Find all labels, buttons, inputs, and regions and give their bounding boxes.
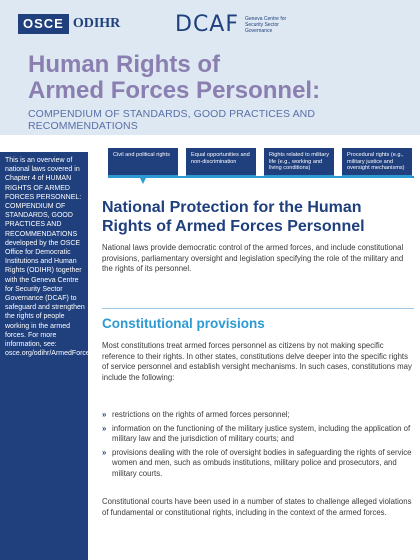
bullet-marker: »	[102, 410, 107, 419]
provisions-list	[102, 410, 412, 483]
document-subtitle: COMPENDIUM OF STANDARDS, GOOD PRACTICES AND RECOMMENDATIONS	[28, 108, 316, 132]
bullet-marker: »	[102, 447, 107, 457]
dcaf-wordmark: DCAF	[175, 12, 240, 37]
section-divider	[102, 308, 414, 309]
list-item	[102, 448, 412, 480]
intro-paragraph: National laws provide democratic control of the armed forces, and include constitutional provisions, parliamentary oversight and legislation specifying the role of the military and the rights of its personnel.	[102, 243, 404, 274]
bullet-marker: »	[102, 423, 107, 433]
title-line-1: Human Rights of	[28, 51, 220, 78]
tab-military-life-rights: Rights related to military life (e.g., working and living conditions)	[264, 148, 334, 178]
tab-civil-political-rights: Civil and political rights	[108, 148, 178, 178]
tab-procedural-rights: Procedural rights (e.g., military justice and oversight mechanisms)	[342, 148, 412, 178]
constitutional-courts-paragraph: Constitutional courts have been used in a number of states to challenge alleged violations of fundamental or constitutional rights, including in the context of the armed forces.	[102, 497, 412, 517]
list-item-text: restrictions on the rights of armed forces personnel;	[112, 410, 290, 419]
tab-marker-active	[140, 178, 146, 184]
osce-logo: OSCE	[18, 14, 69, 34]
list-item	[102, 424, 412, 445]
tab-equal-opportunities: Equal opportunities and non-discrimination	[186, 148, 256, 178]
constitutions-paragraph: Most constitutions treat armed forces personnel as citizens by not making specific reference to their rights. In other states, constitutions delve deeper into the specific rights of service personnel and establish versight mechanisms. In such cases, constitutions may include the following:	[102, 341, 412, 382]
list-item-text: provisions dealing with the role of oversight bodies in safeguarding the rights of service women and men, such as ombuds institutions, military police and prosecutors, and military courts.	[112, 447, 412, 478]
header-band	[0, 0, 420, 135]
dcaf-subtitle: Geneva Centre for Security Sector Governance	[245, 15, 287, 34]
osce-odihr-logo	[18, 14, 120, 34]
heading-constitutional-provisions: Constitutional provisions	[102, 316, 265, 331]
title-line-2: Armed Forces Personnel:	[28, 77, 321, 104]
section-title: National Protection for the Human Rights of Armed Forces Personnel	[102, 199, 365, 235]
dcaf-logo	[175, 12, 305, 37]
sidebar-overview-text: This is an overview of national laws covered in Chapter 4 of HUMAN RIGHTS OF ARMED FORCES PERSONNEL: COMPENDIUM OF STANDARDS, GOOD PRACTICES AND RECOMMENDATIONS developed by the OSCE Office for Democratic Institutions and Human Rights (ODIHR) together with the Geneva Centre for Security Sector Governance (DCAF) to safeguard and strengthen the rights of people working in the armed forces. For more information, see: osce.org/odihr/ArmedForcesRights	[5, 157, 114, 358]
document-title	[28, 52, 408, 104]
odihr-logo: ODIHR	[72, 16, 121, 31]
category-tabs	[108, 148, 414, 188]
list-item-text: information on the functioning of the military justice system, including the application of military law and the jurisdiction of military courts; and	[112, 423, 411, 444]
list-item	[102, 410, 412, 421]
